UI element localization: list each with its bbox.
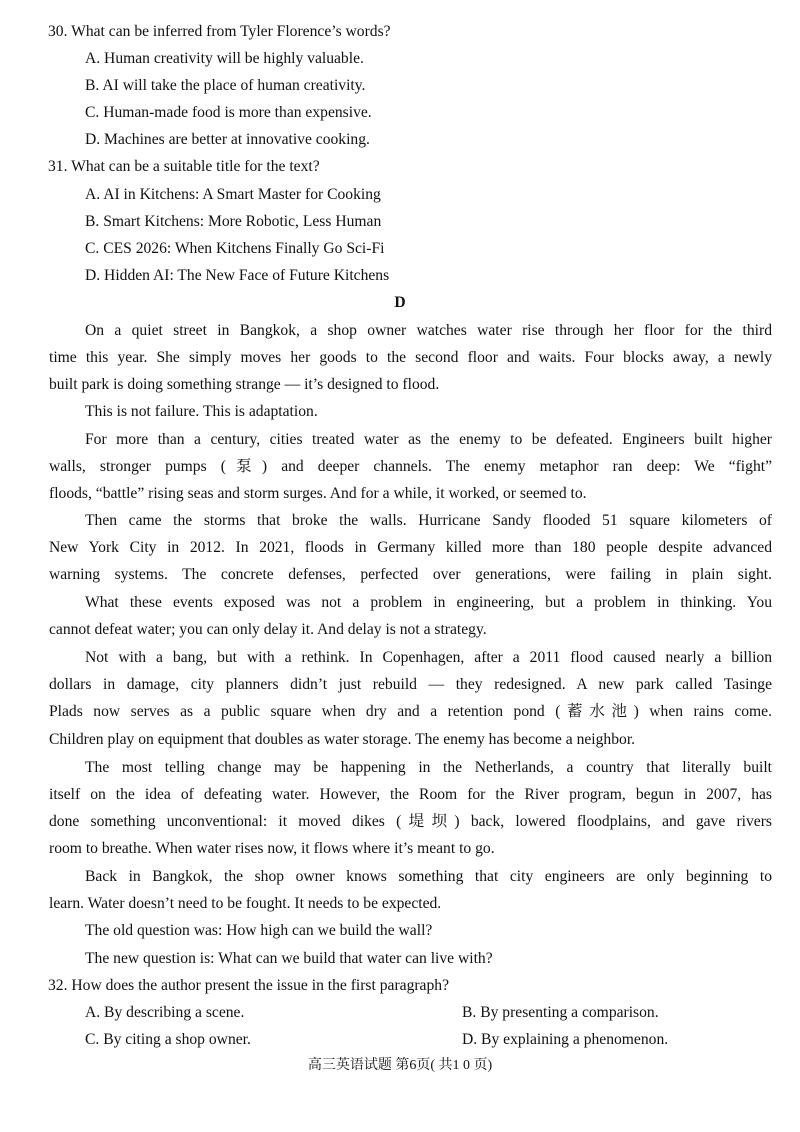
passage-line: On a quiet street in Bangkok, a shop owner watches water rise through her floor for the third bbox=[85, 322, 772, 339]
passage-line: Back in Bangkok, the shop owner knows something that city engineers are only beginning to bbox=[85, 868, 772, 885]
passage-line: time this year. She simply moves her goods to the second floor and waits. Four blocks away, a newly bbox=[49, 349, 772, 366]
q30-option-d: D. Machines are better at innovative cooking. bbox=[85, 131, 370, 148]
q31-option-a: A. AI in Kitchens: A Smart Master for Cooking bbox=[85, 186, 381, 203]
passage-line: done something unconventional: it moved dikes (堤坝) back, lowered floodplains, and gave rivers bbox=[49, 813, 772, 830]
passage-line: learn. Water doesn’t need to be fought. It needs to be expected. bbox=[49, 895, 442, 912]
passage-line: cannot defeat water; you can only delay it. And delay is not a strategy. bbox=[49, 621, 487, 638]
q32-option-d: D. By explaining a phenomenon. bbox=[462, 1031, 669, 1048]
q32-options-row-2 bbox=[0, 1029, 800, 1051]
q32-option-a: A. By describing a scene. bbox=[85, 1004, 245, 1021]
passage-line: Then came the storms that broke the walls. Hurricane Sandy flooded 51 square kilometers of bbox=[85, 512, 772, 529]
passage-line: walls, stronger pumps (泵) and deeper channels. The enemy metaphor ran deep: We “fight” bbox=[49, 458, 772, 475]
question-31: 31. What can be a suitable title for the text? bbox=[48, 158, 320, 175]
q31-option-d: D. Hidden AI: The New Face of Future Kitchens bbox=[85, 267, 390, 284]
q32-option-b: B. By presenting a comparison. bbox=[462, 1004, 659, 1021]
passage-line: Children play on equipment that doubles as water storage. The enemy has become a neighbor. bbox=[49, 731, 636, 748]
passage-line: New York City in 2012. In 2021, floods in Germany killed more than 180 people despite advanced bbox=[49, 539, 772, 556]
passage-line: warning systems. The concrete defenses, perfected over generations, were failing in plain sight. bbox=[49, 566, 772, 583]
passage-line: The most telling change may be happening in the Netherlands, a country that literally built bbox=[85, 759, 772, 776]
passage-line: room to breathe. When water rises now, it flows where it’s meant to go. bbox=[49, 840, 495, 857]
passage-line: floods, “battle” rising seas and storm surges. And for a while, it worked, or seemed to. bbox=[49, 485, 587, 502]
passage-line: The new question is: What can we build that water can live with? bbox=[85, 950, 493, 967]
passage-line: Not with a bang, but with a rethink. In Copenhagen, after a 2011 flood caused nearly a billion bbox=[85, 649, 772, 666]
passage-line: For more than a century, cities treated water as the enemy to be defeated. Engineers built higher bbox=[85, 431, 772, 448]
q32-option-c: C. By citing a shop owner. bbox=[85, 1031, 251, 1048]
section-heading: D bbox=[394, 294, 406, 311]
q30-option-a: A. Human creativity will be highly valuable. bbox=[85, 50, 364, 67]
passage-line: dollars in damage, city planners didn’t just rebuild — they redesigned. A new park called Tasinge bbox=[49, 676, 772, 693]
q31-option-c: C. CES 2026: When Kitchens Finally Go Sci-Fi bbox=[85, 240, 385, 257]
passage-line: The old question was: How high can we build the wall? bbox=[85, 922, 433, 939]
passage-line: itself on the idea of defeating water. However, the Room for the River program, begun in 2007, has bbox=[49, 786, 772, 803]
passage-line: What these events exposed was not a problem in engineering, but a problem in thinking. You bbox=[85, 594, 772, 611]
q32-options-row-1 bbox=[0, 1002, 800, 1024]
q30-option-b: B. AI will take the place of human creativity. bbox=[85, 77, 366, 94]
question-32: 32. How does the author present the issue in the first paragraph? bbox=[48, 977, 449, 994]
passage-line: built park is doing something strange — it’s designed to flood. bbox=[49, 376, 440, 393]
passage-line: This is not failure. This is adaptation. bbox=[85, 403, 318, 420]
page-footer: 高三英语试题 第6页( 共1 0 页) bbox=[307, 1058, 493, 1073]
q30-option-c: C. Human-made food is more than expensive. bbox=[85, 104, 372, 121]
q31-option-b: B. Smart Kitchens: More Robotic, Less Human bbox=[85, 213, 382, 230]
passage-line: Plads now serves as a public square when dry and a retention pond (蓄水池) when rains come. bbox=[49, 703, 772, 720]
question-30: 30. What can be inferred from Tyler Florence’s words? bbox=[48, 23, 391, 40]
